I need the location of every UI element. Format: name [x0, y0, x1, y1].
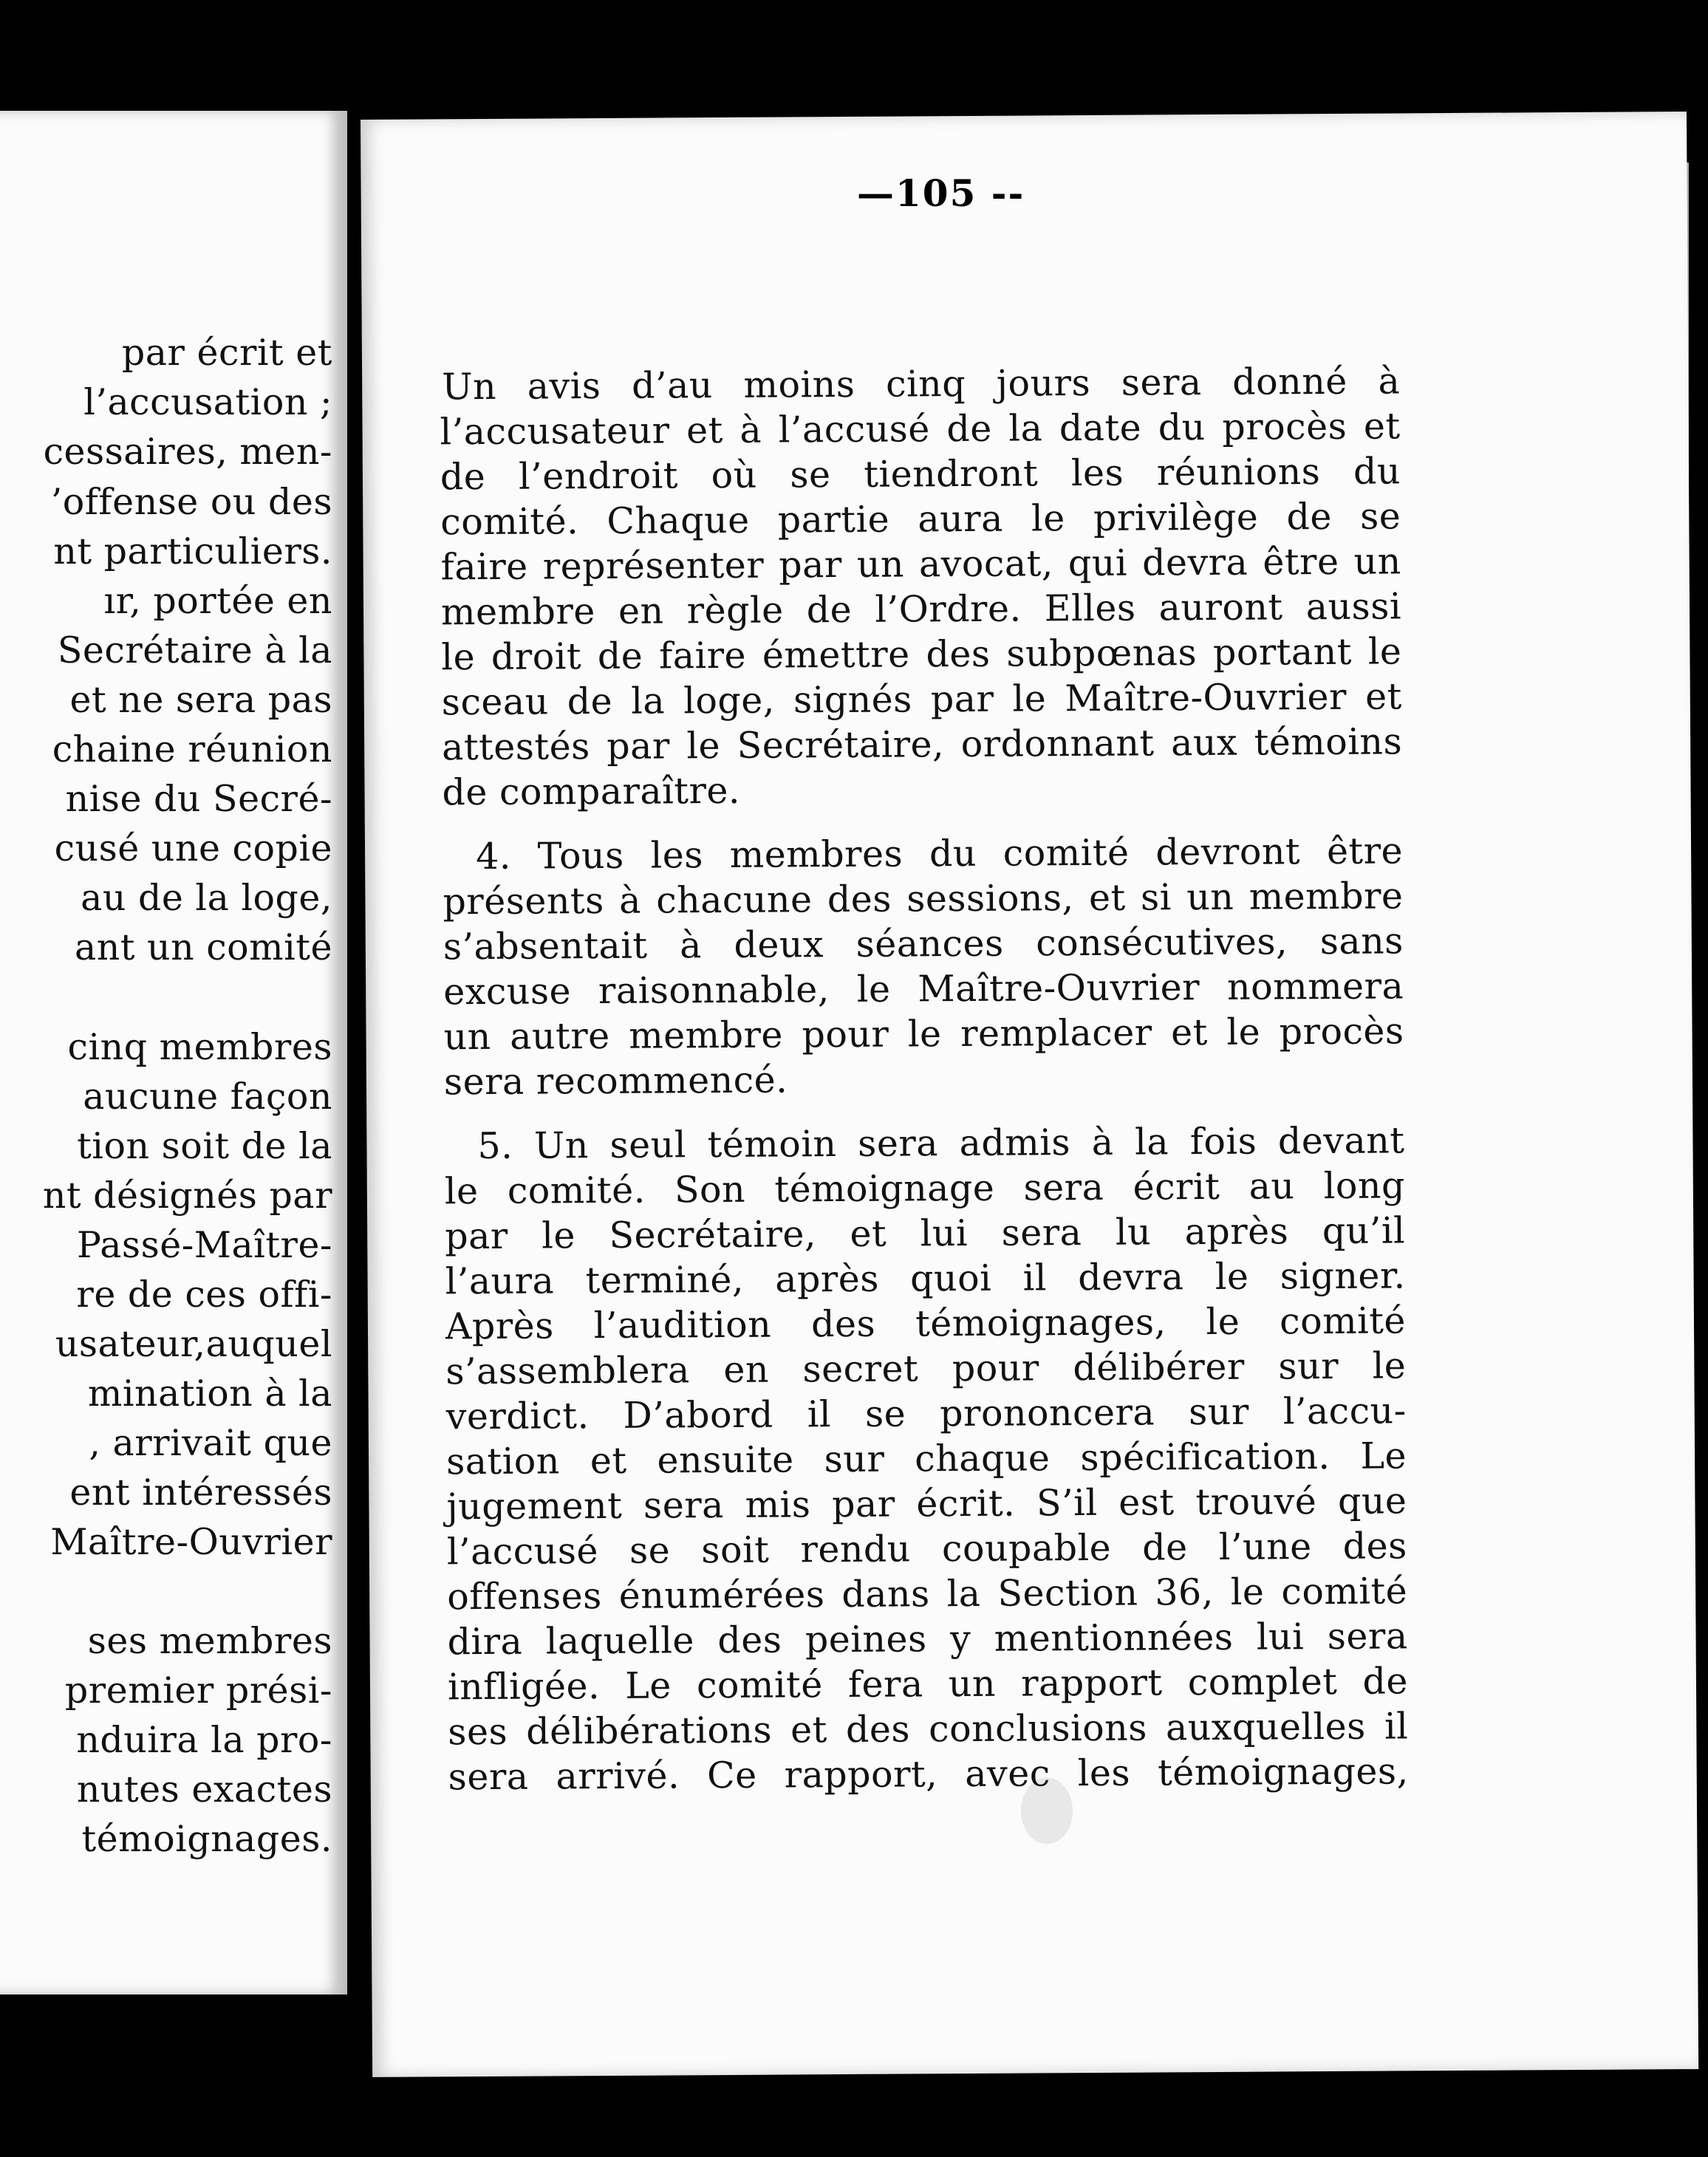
left-page	[0, 111, 347, 1994]
right-page-line: sera arrivé. Ce rapport, avec les témoignages,	[448, 1750, 1409, 1799]
left-page-line: nduira la pro-	[76, 1719, 332, 1761]
left-page-line: aucune façon	[83, 1076, 332, 1118]
right-page-line: membre en règle de l’Ordre. Elles auront aussi	[440, 585, 1402, 634]
left-page-line: l’accusation ;	[83, 381, 332, 423]
right-page-line: s’absentait à deux séances consécutives, sans	[443, 920, 1404, 968]
left-page-line: cusé une copie	[54, 827, 332, 869]
left-page-line: Secrétaire à la	[57, 629, 332, 671]
right-page-line: attestés par le Secrétaire, ordonnant aux témoins	[442, 720, 1403, 769]
right-page-line: l’accusateur et à l’accusé de la date du procès et	[440, 405, 1401, 454]
left-page-line: usateur,auquel	[55, 1323, 332, 1365]
left-page-line: premier prési-	[64, 1669, 332, 1712]
left-page-line: Maître-Ouvrier	[50, 1521, 332, 1563]
left-page-line: , arrivait que	[89, 1422, 332, 1464]
right-page-line: de comparaître.	[442, 769, 741, 814]
left-page-line: au de la loge,	[81, 877, 332, 919]
left-page-line: ’offense ou des	[50, 481, 332, 523]
right-page-line: 4. Tous les membres du comité devront être	[475, 830, 1404, 878]
right-page-line: Un avis d’au moins cinq jours sera donné à	[442, 360, 1401, 409]
left-page-line: nise du Secré-	[65, 778, 332, 820]
left-page-line: ses membres	[87, 1620, 332, 1662]
right-page-line: verdict. D’abord il se prononcera sur l’accu-	[445, 1389, 1407, 1438]
right-page-line: Après l’audition des témoignages, le comité	[445, 1299, 1407, 1348]
left-page-line: tion soit de la	[77, 1125, 332, 1167]
right-page-line: ses délibérations et des conclusions auxquelles il	[448, 1705, 1409, 1754]
right-page-line: 5. Un seul témoin sera admis à la fois devant	[477, 1119, 1405, 1168]
right-page-line: de l’endroit où se tiendront les réunions du	[440, 450, 1401, 499]
left-page-line: ent intéressés	[69, 1471, 332, 1514]
right-page-line: un autre membre pour le remplacer et le procès	[443, 1010, 1404, 1059]
left-page-line: nt désignés par	[42, 1175, 332, 1217]
right-page-line: par le Secrétaire, et lui sera lu après qu’il	[445, 1209, 1406, 1258]
left-page-line: et ne sera pas	[69, 679, 332, 721]
left-page-line: témoignages.	[81, 1818, 332, 1860]
left-page-line: ant un comité	[75, 926, 332, 968]
right-page-line: s’assemblera en secret pour délibérer sur le	[445, 1344, 1407, 1393]
right-page-line: comité. Chaque partie aura le privilège de se	[440, 495, 1401, 544]
left-page-line: nutes exactes	[76, 1768, 332, 1811]
right-page-line: faire représenter par un avocat, qui devra être un	[440, 540, 1401, 589]
left-page-line: chaine réunion	[52, 728, 332, 770]
left-page-line: nt particuliers.	[53, 530, 332, 572]
right-page-line: présents à chacune des sessions, et si un membre	[443, 875, 1404, 923]
right-page-line: jugement sera mis par écrit. S’il est trouvé que	[446, 1480, 1407, 1528]
right-page-line: le droit de faire émettre des subpœnas portant le	[441, 630, 1402, 679]
left-page-line: cessaires, men-	[43, 431, 332, 473]
right-page-line: l’aura terminé, après quoi il devra le signer.	[445, 1254, 1406, 1303]
right-page-line: infligée. Le comité fera un rapport complet de	[447, 1660, 1409, 1709]
left-page-line: Passé-Maître-	[76, 1224, 332, 1266]
left-page-line: mination à la	[87, 1373, 332, 1415]
right-page-line: sceau de la loge, signés par le Maître-Ouvrier et	[441, 675, 1402, 724]
right-page	[361, 112, 1698, 2077]
left-page-line: ır, portée en	[103, 580, 332, 622]
right-page-line: sera recommencé.	[443, 1059, 788, 1104]
left-page-line: par écrit et	[121, 332, 332, 374]
right-page-line: offenses énumérées dans la Section 36, le comité	[447, 1570, 1408, 1618]
left-page-line: cinq membres	[67, 1026, 332, 1068]
right-page-line: sation et ensuite sur chaque spécification. Le	[445, 1435, 1407, 1483]
page-number: —105 --	[857, 171, 1025, 215]
right-page-line: excuse raisonnable, le Maître-Ouvrier nommera	[443, 965, 1404, 1013]
right-page-line: dira laquelle des peines y mentionnées lui sera	[447, 1615, 1408, 1664]
right-page-line: l’accusé se soit rendu coupable de l’une des	[446, 1525, 1407, 1573]
left-page-line: re de ces offi-	[76, 1274, 332, 1316]
right-page-line: le comité. Son témoignage sera écrit au long	[444, 1164, 1406, 1213]
